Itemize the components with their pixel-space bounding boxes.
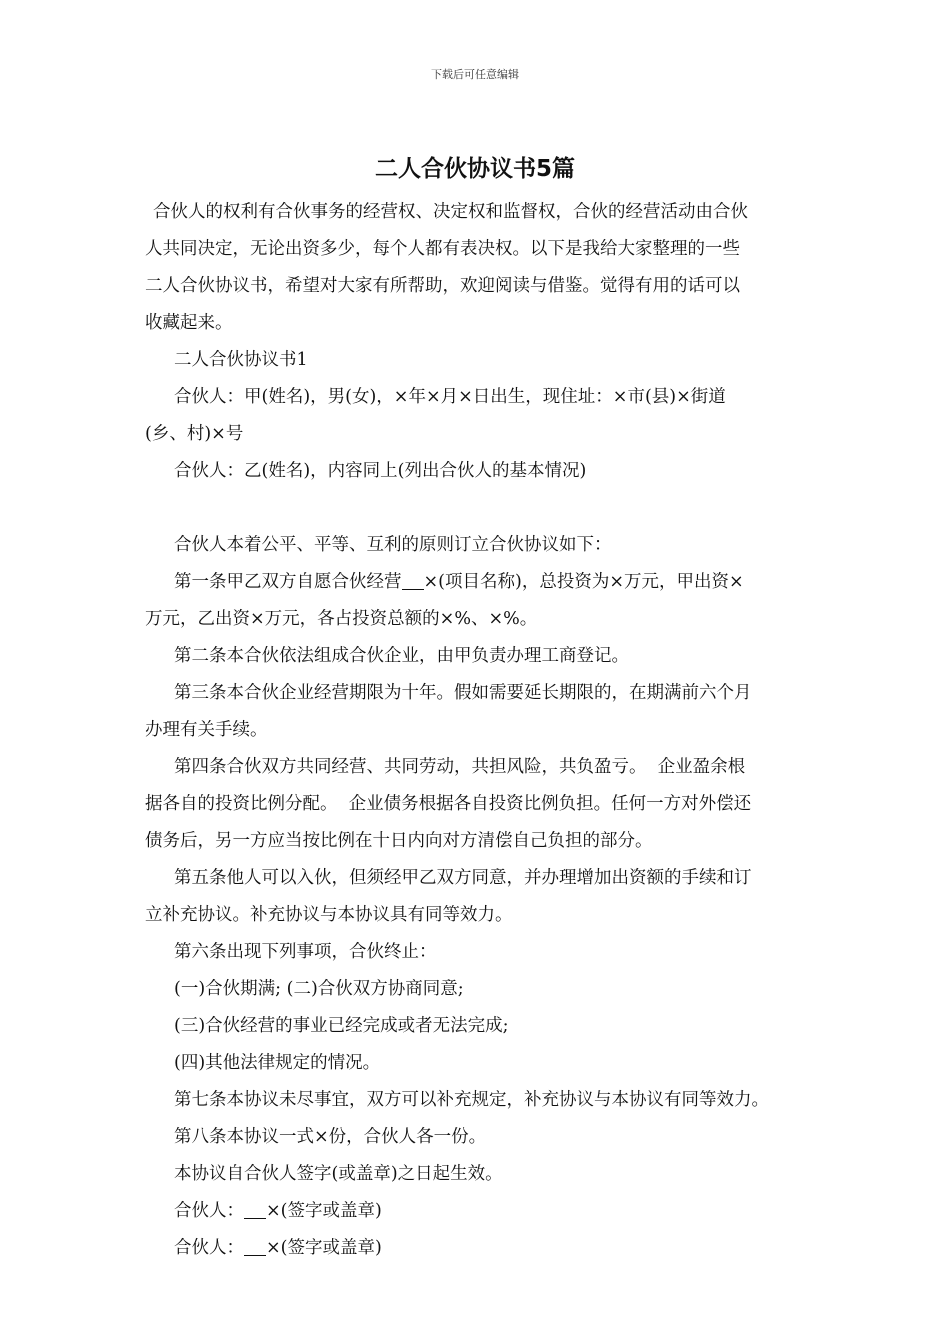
article-5-line-1: 第五条他人可以入伙，但须经甲乙双方同意，并办理增加出资额的手续和订 (174, 868, 752, 888)
partner-a-line-2: (乡、村)×号 (145, 424, 244, 444)
signature-line-2 (145, 1230, 820, 1267)
intro-line-3: 二人合伙协议书，希望对大家有所帮助，欢迎阅读与借鉴。觉得有用的话可以 (145, 276, 740, 296)
article-6: 第六条出现下列事项，合伙终止： (174, 942, 437, 962)
signature-label: 合伙人： (174, 1238, 244, 1258)
section-title: 二人合伙协议书1 (174, 350, 308, 370)
blank-underline (402, 572, 424, 591)
signature-underline (244, 1238, 266, 1257)
signature-underline (244, 1201, 266, 1220)
article-4-line-2: 据各自的投资比例分配。 企业债务根据各自投资比例负担。任何一方对外偿还 (145, 794, 752, 814)
document-body (145, 194, 820, 1267)
article-3-line-2: 办理有关手续。 (145, 720, 268, 740)
article-4-line-1: 第四条合伙双方共同经营、共同劳动，共担风险，共负盈亏。 企业盈余根 (174, 757, 746, 777)
signature-label: 合伙人： (174, 1201, 244, 1221)
article-1-line-1 (145, 564, 820, 601)
article-5-line-2: 立补充协议。补充协议与本协议具有同等效力。 (145, 905, 513, 925)
article-1-prefix: 第一条甲乙双方自愿合伙经营 (174, 572, 402, 592)
header-note: 下载后可任意编辑 (431, 68, 519, 81)
article-2: 第二条本合伙依法组成合伙企业，由甲负责办理工商登记。 (174, 646, 629, 666)
article-6-item-3: (四)其他法律规定的情况。 (174, 1053, 381, 1073)
article-3-line-1: 第三条本合伙企业经营期限为十年。假如需要延长期限的，在期满前六个月 (174, 683, 752, 703)
intro-line-1: 合伙人的权利有合伙事务的经营权、决定权和监督权，合伙的经营活动由合伙 (153, 202, 748, 222)
article-6-item-2: (三)合伙经营的事业已经完成或者无法完成; (174, 1016, 509, 1036)
article-8: 第八条本协议一式×份，合伙人各一份。 (174, 1127, 487, 1147)
intro-line-4: 收藏起来。 (145, 313, 233, 333)
blank-line (145, 490, 820, 527)
article-7: 第七条本协议未尽事宜，双方可以补充规定，补充协议与本协议有同等效力。 (174, 1090, 769, 1110)
article-1-line-2: 万元，乙出资×万元，各占投资总额的×%、×%。 (145, 609, 538, 629)
signature-suffix: ×(签字或盖章) (266, 1201, 382, 1221)
preamble: 合伙人本着公平、平等、互利的原则订立合伙协议如下： (174, 535, 612, 555)
intro-line-2: 人共同决定，无论出资多少，每个人都有表决权。以下是我给大家整理的一些 (145, 239, 740, 259)
article-6-item-1: (一)合伙期满; (二)合伙双方协商同意; (174, 979, 464, 999)
article-4-line-3: 债务后，另一方应当按比例在十日内向对方清偿自己负担的部分。 (145, 831, 653, 851)
effective-clause: 本协议自合伙人签字(或盖章)之日起生效。 (174, 1164, 503, 1184)
partner-b: 合伙人：乙(姓名)，内容同上(列出合伙人的基本情况) (174, 461, 587, 481)
signature-suffix: ×(签字或盖章) (266, 1238, 382, 1258)
partner-a-line-1: 合伙人：甲(姓名)，男(女)，×年×月×日出生，现住址：×市(县)×街道 (174, 387, 726, 407)
article-1-suffix: ×(项目名称)，总投资为×万元，甲出资× (423, 572, 744, 592)
signature-line-1 (145, 1193, 820, 1230)
document-title: 二人合伙协议书5篇 (374, 156, 575, 182)
